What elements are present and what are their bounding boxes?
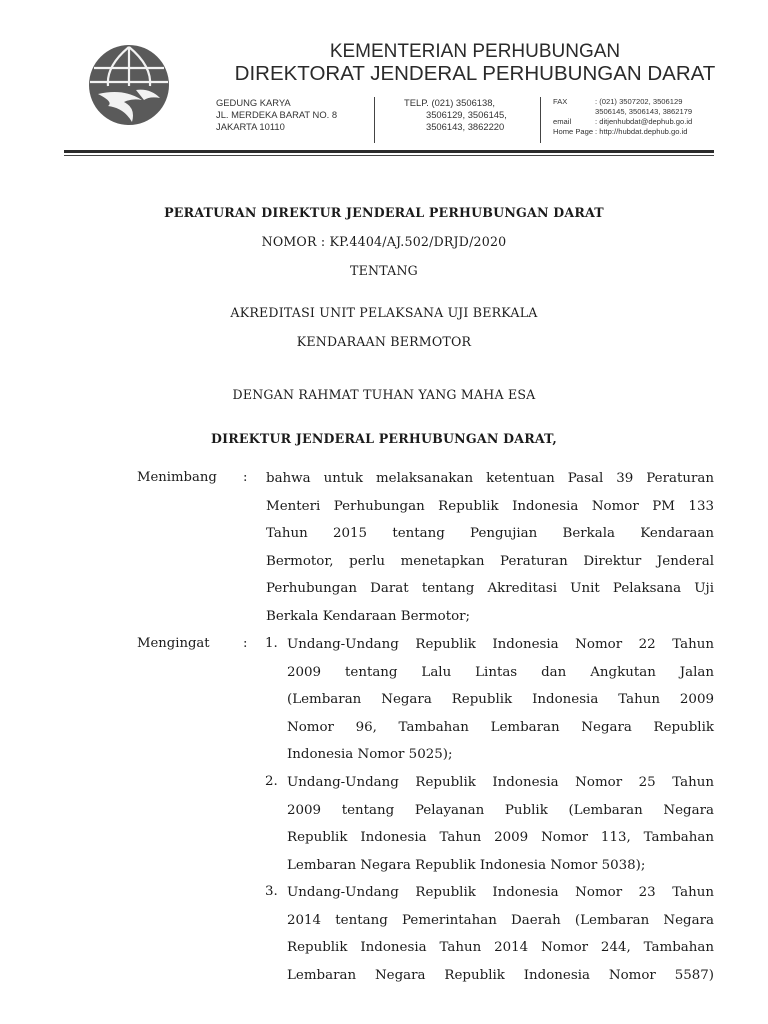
text-line: bahwa untuk melaksanakan ketentuan Pasal 39 Peraturan <box>266 471 714 486</box>
about-heading: TENTANG <box>350 263 418 278</box>
authority-heading: DIREKTUR JENDERAL PERHUBUNGAN DARAT, <box>211 431 557 446</box>
phone-line: 3506129, 3506145, <box>426 109 507 120</box>
mengingat-item <box>287 631 714 769</box>
text-line: Undang-Undang Republik Indonesia Nomor 23 Tahun <box>287 885 714 900</box>
letterhead-rule-thin <box>64 155 714 156</box>
homepage-label: Home Page <box>553 127 594 136</box>
text-line: 2014 tentang Pemerintahan Daerah (Lembaran Negara <box>287 912 714 928</box>
item-number: 1. <box>265 636 278 651</box>
email-address: ditjenhubdat@dephub.go.id <box>599 117 693 126</box>
text-line: Indonesia Nomor 5025); <box>287 747 453 763</box>
text-line: Berkala Kendaraan Bermotor; <box>266 608 471 624</box>
mengingat-label: Mengingat <box>137 636 210 651</box>
ministry-logo-emblem <box>84 42 174 128</box>
menimbang-colon: : <box>243 470 248 485</box>
text-line: (Lembaran Negara Republik Indonesia Tahun 2009 <box>287 692 714 708</box>
menimbang-text <box>266 465 714 631</box>
text-line: Republik Indonesia Tahun 2009 Nomor 113, Tambahan <box>287 830 714 846</box>
text-line: 2009 tentang Pelayanan Publik (Lembaran Negara <box>287 802 714 818</box>
text-line: Undang-Undang Republik Indonesia Nomor 22 Tahun <box>287 637 714 652</box>
letterhead-phone <box>404 97 534 133</box>
fax-number: 3506145, 3506143, 3862179 <box>595 107 693 116</box>
item-number: 2. <box>265 774 278 789</box>
text-line: Perhubungan Darat tentang Akreditasi Unit Pelaksana Uji <box>266 581 714 597</box>
text-line: Lembaran Negara Republik Indonesia Nomor 5038); <box>287 857 646 873</box>
ministry-name: KEMENTERIAN PERHUBUNGAN <box>329 41 621 62</box>
address-line: JAKARTA 10110 <box>216 121 285 132</box>
subject-line: AKREDITASI UNIT PELAKSANA UJI BERKALA <box>230 305 538 320</box>
letterhead-agency <box>200 41 750 85</box>
text-line: 2009 tentang Lalu Lintas dan Angkutan Jalan <box>287 664 714 680</box>
letterhead-rule <box>64 150 714 153</box>
text-line: Republik Indonesia Tahun 2014 Nomor 244, Tambahan <box>287 940 714 956</box>
text-line: Lembaran Negara Republik Indonesia Nomor 5587) <box>287 967 714 983</box>
address-line: JL. MERDEKA BARAT NO. 8 <box>216 109 338 120</box>
grace-statement: DENGAN RAHMAT TUHAN YANG MAHA ESA <box>232 387 536 402</box>
menimbang-label: Menimbang <box>137 470 217 485</box>
subject-line: KENDARAAN BERMOTOR <box>296 334 472 349</box>
mengingat-item <box>287 769 714 879</box>
directorate-name: DIREKTORAT JENDERAL PERHUBUNGAN DARAT <box>234 62 716 85</box>
address-line: GEDUNG KARYA <box>216 97 291 108</box>
phone-line: TELP. (021) 3506138, <box>404 97 496 108</box>
letterhead-divider <box>374 97 375 143</box>
text-line: Nomor 96, Tambahan Lembaran Negara Republik <box>287 719 714 735</box>
regulation-title: PERATURAN DIREKTUR JENDERAL PERHUBUNGAN DARAT <box>164 205 604 220</box>
fax-label: FAX <box>553 97 568 106</box>
regulation-number: NOMOR : KP.4404/AJ.502/DRJD/2020 <box>261 234 507 249</box>
text-line: Tahun 2015 tentang Pengujian Berkala Kendaraan <box>266 526 714 542</box>
phone-line: 3506143, 3862220 <box>426 121 505 132</box>
letterhead-address <box>216 97 376 133</box>
email-label: email <box>553 117 572 126</box>
letterhead-contact: FAX : (021) 3507202, 3506129 3506145, 3506143, 3862179 email : ditjenhubdat@dephub.go.id Home Page : http://hubdat.dephub.go.id <box>553 97 768 137</box>
item-number: 3. <box>265 884 278 899</box>
fax-number: (021) 3507202, 3506129 <box>599 97 683 106</box>
mengingat-colon: : <box>243 636 248 651</box>
text-line: Menteri Perhubungan Republik Indonesia Nomor PM 133 <box>266 498 714 514</box>
letterhead-divider <box>540 97 541 143</box>
text-line: Undang-Undang Republik Indonesia Nomor 25 Tahun <box>287 775 714 790</box>
text-line: Bermotor, perlu menetapkan Peraturan Direktur Jenderal <box>266 553 714 569</box>
mengingat-item <box>287 879 714 989</box>
homepage-url: http://hubdat.dephub.go.id <box>599 127 688 136</box>
